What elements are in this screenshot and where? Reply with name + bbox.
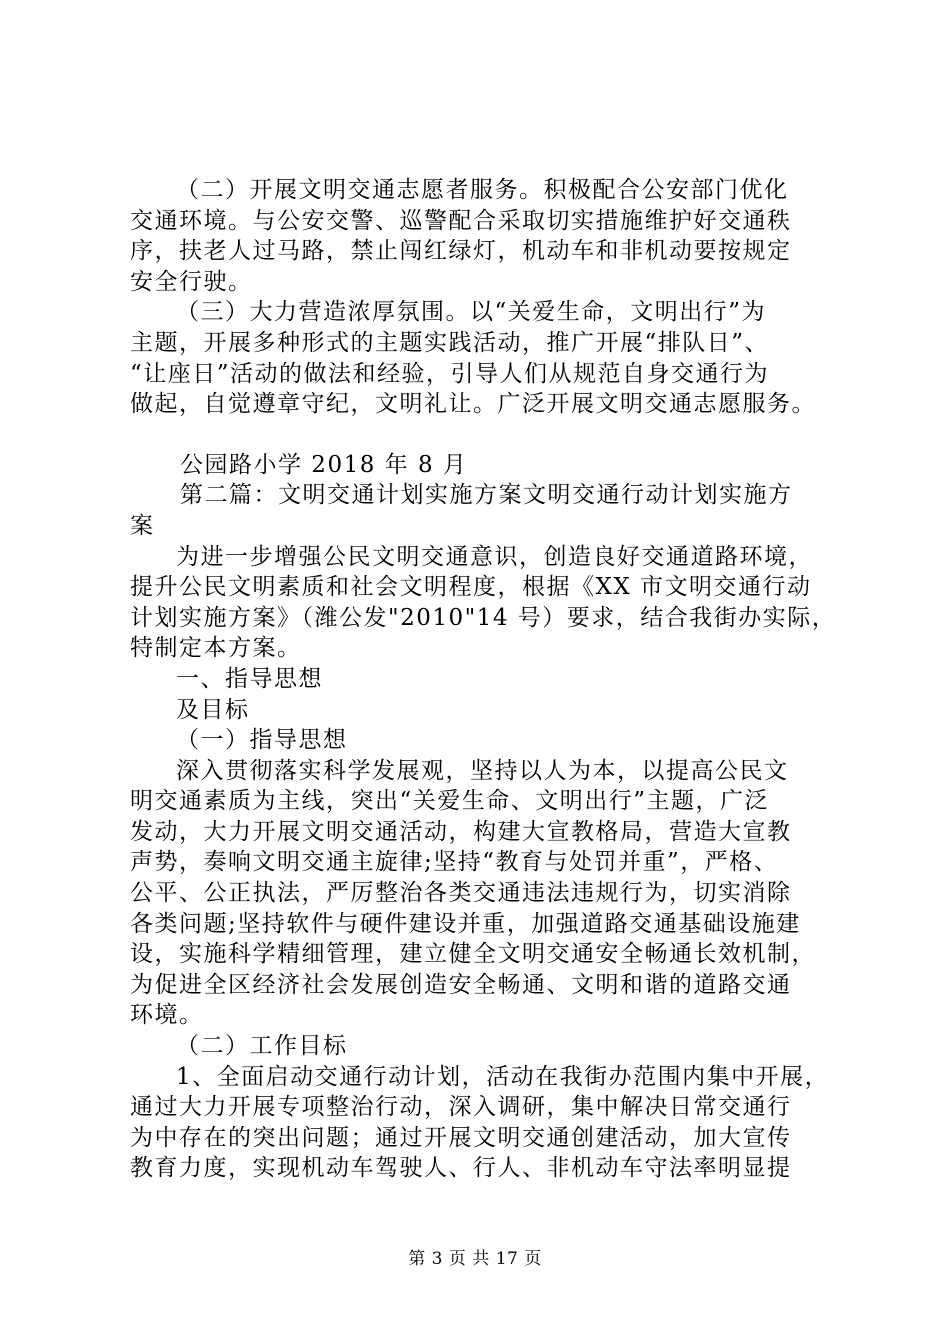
section-title-line: 案 <box>130 512 155 539</box>
paragraph-line: 为进一步增强公民文明交通意识，创造良好交通道路环境， <box>176 543 813 570</box>
subheading-line: （一）指导思想 <box>176 727 348 754</box>
heading-line: 一、指导思想 <box>176 665 323 692</box>
paragraph-line: 发动，大力开展文明交通活动，构建大宣教格局，营造大宣教 <box>130 818 792 845</box>
section-title-line: 第二篇：文明交通计划实施方案文明交通行动计划实施方 <box>180 482 793 509</box>
paragraph-line: 各类问题;坚持软件与硬件建设并重，加强道路交通基础设施建 <box>130 910 801 937</box>
paragraph-spacer <box>130 420 830 450</box>
paragraph-line: 声势，奏响文明交通主旋律;坚持“教育与处罚并重”，严格、 <box>130 849 779 876</box>
paragraph-line: 交通环境。与公安交警、巡警配合采取切实措施维护好交通秩 <box>130 207 792 234</box>
paragraph-line: 为促进全区经济社会发展创造安全畅通、文明和谐的道路交通 <box>130 971 792 998</box>
paragraph-line: 通过大力开展专项整治行动，深入调研，集中解决日常交通行 <box>130 1094 792 1121</box>
paragraph-line: 公平、公正执法，严厉整治各类交通违法违规行为，切实消除 <box>130 880 792 907</box>
paragraph-line: 教育力度，实现机动车驾驶人、行人、非机动车守法率明显提 <box>130 1155 792 1182</box>
paragraph-line: 明交通素质为主线，突出“关爱生命、文明出行”主题，广泛 <box>130 788 770 815</box>
paragraph-line: 特制定本方案。 <box>130 635 302 662</box>
heading-line: 及目标 <box>176 696 250 723</box>
paragraph-line: 计划实施方案》（潍公发"2010"14 号）要求，结合我街办实际， <box>130 604 837 631</box>
paragraph-line: 提升公民文明素质和社会文明程度，根据《XX 市文明交通行动 <box>130 574 812 601</box>
paragraph-line: 设，实施科学精细管理，建立健全文明交通安全畅通长效机制， <box>130 941 816 968</box>
paragraph-line: 深入贯彻落实科学发展观，坚持以人为本，以提高公民文 <box>176 757 789 784</box>
paragraph-line: 为中存在的突出问题；通过开展文明交通创建活动，加大宣传 <box>130 1124 792 1151</box>
paragraph-line: 1、全面启动交通行动计划，活动在我街办范围内集中开展， <box>176 1063 830 1090</box>
paragraph-line: 做起，自觉遵章守纪，文明礼让。广泛开展文明交通志愿服务。 <box>130 391 816 418</box>
paragraph-line: 安全行驶。 <box>130 268 253 295</box>
paragraph-line: （二）开展文明交通志愿者服务。积极配合公安部门优化 <box>176 177 789 203</box>
paragraph-line: （三）大力营造浓厚氛围。以“关爱生命，文明出行”为 <box>176 299 767 326</box>
page-footer: 第 3 页 共 17 页 <box>408 1249 542 1269</box>
document-body <box>130 175 837 1184</box>
paragraph-line: 主题，开展多种形式的主题实践活动，推广开展“排队日”、 <box>130 329 770 356</box>
signature-line: 公园路小学 2018 年 8 月 <box>180 451 468 478</box>
paragraph-line: 环境。 <box>130 1002 204 1029</box>
paragraph-line: 序，扶老人过马路，禁止闯红绿灯，机动车和非机动要按规定 <box>130 238 792 265</box>
paragraph-line: “让座日”活动的做法和经验，引导人们从规范自身交通行为 <box>130 360 770 387</box>
subheading-line: （二）工作目标 <box>176 1033 348 1060</box>
